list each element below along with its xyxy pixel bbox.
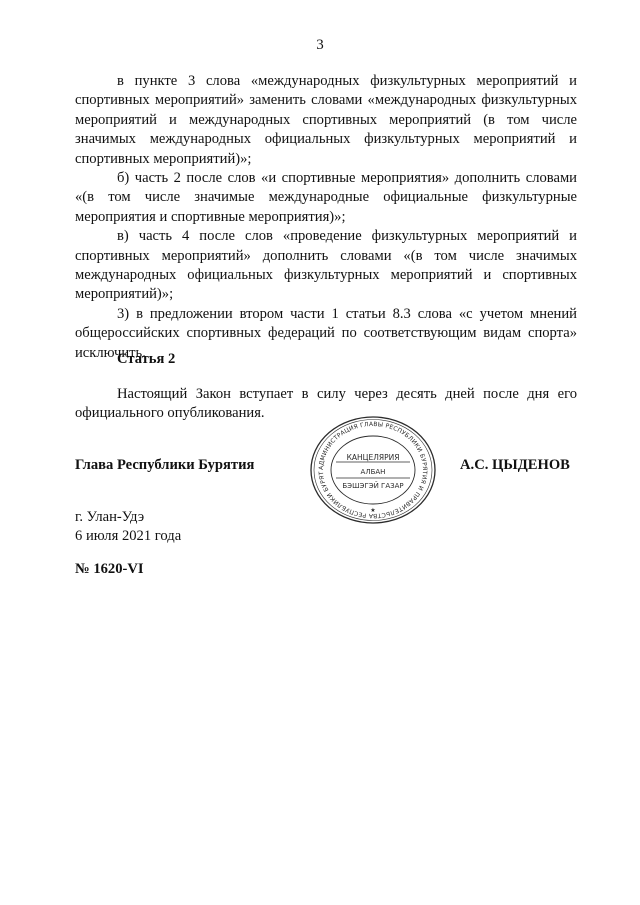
official-seal-stamp	[306, 414, 440, 526]
signatory-position: Глава Республики Бурятия	[75, 457, 255, 473]
signing-date: 6 июля 2021 года	[75, 528, 182, 545]
page-number: 3	[316, 37, 324, 53]
article-paragraph: Настоящий Закон вступает в силу через десять дней после дня его официального опубликования.	[75, 386, 577, 422]
seal-inner-line3: БЭШЭГЭЙ ГАЗАР	[342, 482, 404, 490]
seal-inner-line1: КАНЦЕЛЯРИЯ	[346, 453, 400, 462]
paragraph-3: в) часть 4 после слов «проведение физкультурных мероприятий и спортивных мероприятий» дополнить словами «(в том числе значимых международных официальных физкультурных мероприятий и спортивных мероприятий)»;	[75, 228, 577, 303]
city: г. Улан-Удэ	[75, 509, 145, 525]
seal-icon	[306, 414, 440, 526]
document-number: № 1620-VI	[75, 561, 144, 577]
paragraph-2: б) часть 2 после слов «и спортивные мероприятия» дополнить словами «(в том числе значимые международные официальные физкультурные мероприятия и спортивные мероприятия)»;	[75, 170, 577, 225]
paragraph-4: 3) в предложении втором части 1 статьи 8.3 слова «с учетом мнений общероссийских спортивных федераций по соответствующим видам спорта» исключить.	[75, 305, 577, 361]
seal-outer-text: АДМИНИСТРАЦИЯ ГЛАВЫ РЕСПУБЛИКИ БУРЯТИЯ И ПРАВИТЕЛЬСТВА РЕСПУБЛИКИ БУРЯТ	[317, 420, 429, 520]
article-title: Статья 2	[117, 351, 176, 367]
amendment-text	[75, 72, 577, 363]
svg-text:★: ★	[370, 507, 376, 514]
place-and-date	[75, 508, 181, 547]
paragraph-1: в пункте 3 слова «международных физкультурных мероприятий и спортивных мероприятий» заменить словами «международных физкультурных мероприятий и международных спортивных мероприятий (в том числе значимых международных официальных физкультурных мероприятий и спортивных мероприятий)»;	[75, 73, 577, 167]
seal-inner-line2: АЛБАН	[360, 468, 386, 476]
signatory-name: А.С. ЦЫДЕНОВ	[460, 457, 570, 473]
